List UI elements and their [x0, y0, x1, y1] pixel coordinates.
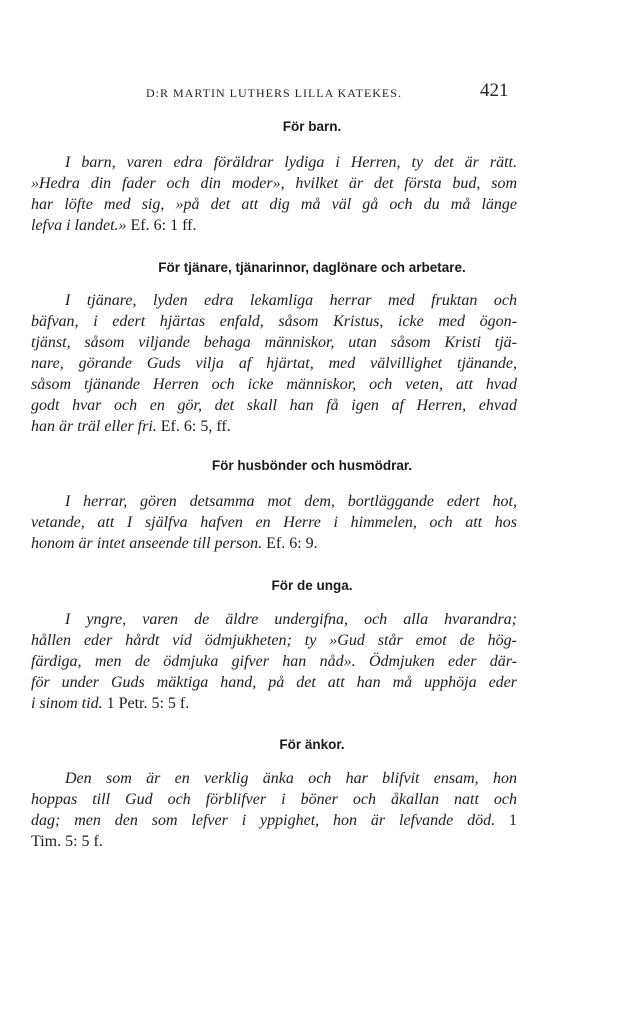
text-line: i sinom tid. 1 Petr. 5: 5 f. — [31, 695, 190, 712]
text-line: han är träl eller fri. Ef. 6: 5, ff. — [31, 418, 231, 435]
text-line: I tjänare, lyden edra lekamliga herrar med fruktan och — [65, 292, 517, 309]
text-line: tjänst, såsom viljande behaga människor, utan såsom Kristi tjä- — [31, 334, 517, 351]
text-line: I yngre, varen de äldre undergifna, och alla hvarandra; — [65, 611, 517, 628]
section-heading-ankor: För änkor. — [279, 737, 345, 752]
text-line: Tim. 5: 5 f. — [31, 833, 103, 850]
text-line: I herrar, gören detsamma mot dem, bortläggande edert hot, — [65, 493, 517, 510]
text-line: hoppas till Gud och förblifver i böner och åkallan natt och — [31, 791, 517, 808]
text-line: dag; men den som lefver i yppighet, hon är lefvande död. 1 — [31, 812, 518, 829]
text-line: nare, görande Guds vilja af hjärtat, med välvillighet tjänande, — [31, 355, 517, 372]
section-text-ankor — [31, 768, 517, 852]
text-line: vetande, att I själfva hafven en Herre i himmelen, och att hos — [31, 514, 517, 531]
text-line: »Hedra din fader och din moder», hvilket är det första bud, som — [31, 175, 517, 192]
text-line: I barn, varen edra föräldrar lydiga i Herren, ty det är rätt. — [65, 154, 517, 171]
section-heading-unga: För de unga. — [271, 578, 353, 593]
section-text-barn — [31, 152, 517, 236]
section-text-husbonder — [31, 491, 517, 554]
text-line: för under Guds mäktiga hand, på det att han må upphöja eder — [31, 674, 517, 691]
text-line: har löfte med sig, »på det att dig må väl gå och du må länge — [31, 196, 517, 213]
page-number: 421 — [480, 80, 509, 101]
text-line: honom är intet anseende till person. Ef. 6: 9. — [31, 535, 318, 552]
text-line: lefva i landet.» Ef. 6: 1 ff. — [31, 217, 197, 234]
text-line: bäfvan, i edert hjärtas enfald, såsom Kristus, icke med ögon- — [31, 313, 517, 330]
text-line: Den som är en verklig änka och har blifvit ensam, hon — [65, 770, 517, 787]
section-text-unga — [31, 609, 517, 714]
section-heading-husbonder: För husbönder och husmödrar. — [211, 458, 413, 473]
section-heading-barn: För barn. — [282, 119, 342, 134]
section-heading-tjanare: För tjänare, tjänarinnor, daglönare och arbetare. — [158, 260, 466, 275]
section-text-tjanare — [31, 290, 517, 437]
text-line: hållen eder hårdt vid ödmjukheten; ty »Gud står emot de hög- — [31, 632, 517, 649]
text-line: såsom tjänande Herren och icke människor, och veten, att hvad — [31, 376, 517, 393]
running-title: D:R MARTIN LUTHERS LILLA KATEKES. — [146, 86, 402, 100]
text-line: godt hvar och en gör, det skall han få igen af Herren, ehvad — [31, 397, 517, 414]
text-line: färdiga, men de ödmjuka gifver han nåd». Ödmjuken eder där- — [31, 653, 517, 670]
